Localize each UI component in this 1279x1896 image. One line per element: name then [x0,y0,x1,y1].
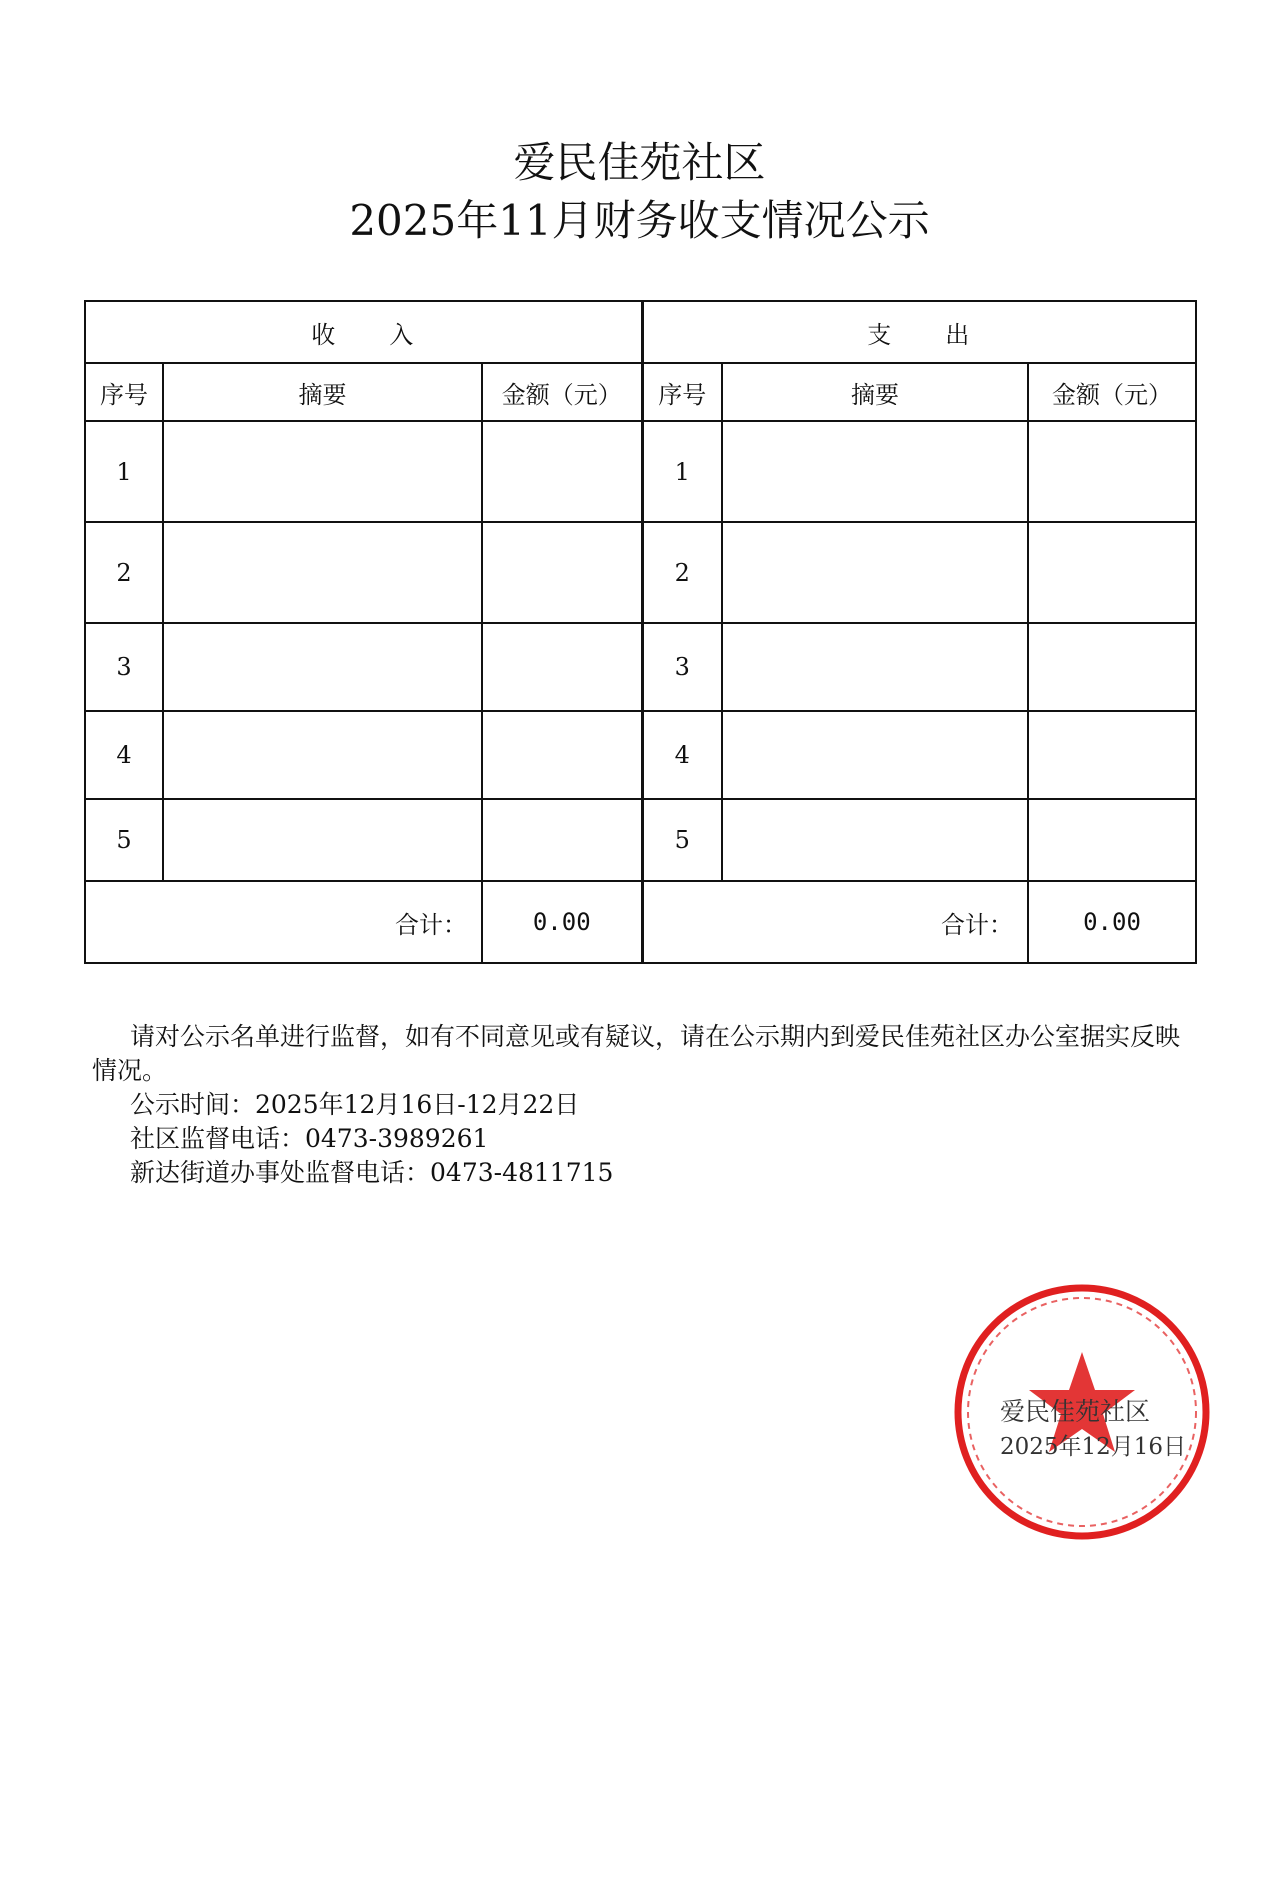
community-phone: 社区监督电话：0473-3989261 [130,1124,489,1153]
expense-row-amount [1028,711,1196,799]
expense-header: 支 出 [642,301,1196,363]
street-office-phone: 新达街道办事处监督电话：0473-4811715 [130,1158,614,1187]
income-row-summary [163,522,482,623]
table-row [85,711,1196,799]
expense-col-amount: 金额（元） [1028,363,1196,421]
document-title: 爱民佳苑社区 [513,138,766,187]
supervision-note: 请对公示名单进行监督，如有不同意见或有疑议，请在公示期内到爱民佳苑社区办公室据实反映情况。 [92,1022,1181,1085]
table-row [85,421,1196,522]
income-row-summary [163,711,482,799]
expense-row-no: 5 [642,799,722,881]
income-row-no: 5 [85,799,163,881]
income-row-no: 1 [85,421,163,522]
seal-date: 2025年12月16日 [1000,1434,1187,1460]
expense-col-summary: 摘要 [722,363,1028,421]
expense-row-summary [722,522,1028,623]
income-row-no: 2 [85,522,163,623]
income-row-no: 3 [85,623,163,711]
expense-row-amount [1028,799,1196,881]
income-row-summary [163,623,482,711]
income-total-value: 0.00 [482,881,642,963]
publicity-period: 公示时间：2025年12月16日-12月22日 [130,1090,580,1119]
notice-text [92,1020,1202,1190]
income-row-amount [482,623,642,711]
finance-table [84,300,1197,964]
expense-row-no: 4 [642,711,722,799]
expense-row-summary [722,421,1028,522]
expense-col-no: 序号 [642,363,722,421]
table-row [85,623,1196,711]
expense-row-summary [722,799,1028,881]
income-row-amount [482,421,642,522]
income-col-amount: 金额（元） [482,363,642,421]
expense-row-summary [722,711,1028,799]
income-col-no: 序号 [85,363,163,421]
table-row [85,799,1196,881]
expense-row-no: 2 [642,522,722,623]
income-row-amount [482,522,642,623]
income-row-amount [482,711,642,799]
income-row-amount [482,799,642,881]
document-subtitle: 2025年11月财务收支情况公示 [349,196,930,245]
expense-total-label: 合计： [642,881,1028,963]
income-row-summary [163,421,482,522]
expense-row-amount [1028,623,1196,711]
table-row [85,522,1196,623]
income-row-no: 4 [85,711,163,799]
expense-row-no: 1 [642,421,722,522]
expense-row-summary [722,623,1028,711]
expense-row-amount [1028,421,1196,522]
expense-row-no: 3 [642,623,722,711]
income-header: 收 入 [85,301,642,363]
seal-name: 爱民佳苑社区 [1000,1397,1151,1426]
expense-total-value: 0.00 [1028,881,1196,963]
expense-row-amount [1028,522,1196,623]
income-col-summary: 摘要 [163,363,482,421]
income-row-summary [163,799,482,881]
income-total-label: 合计： [85,881,482,963]
